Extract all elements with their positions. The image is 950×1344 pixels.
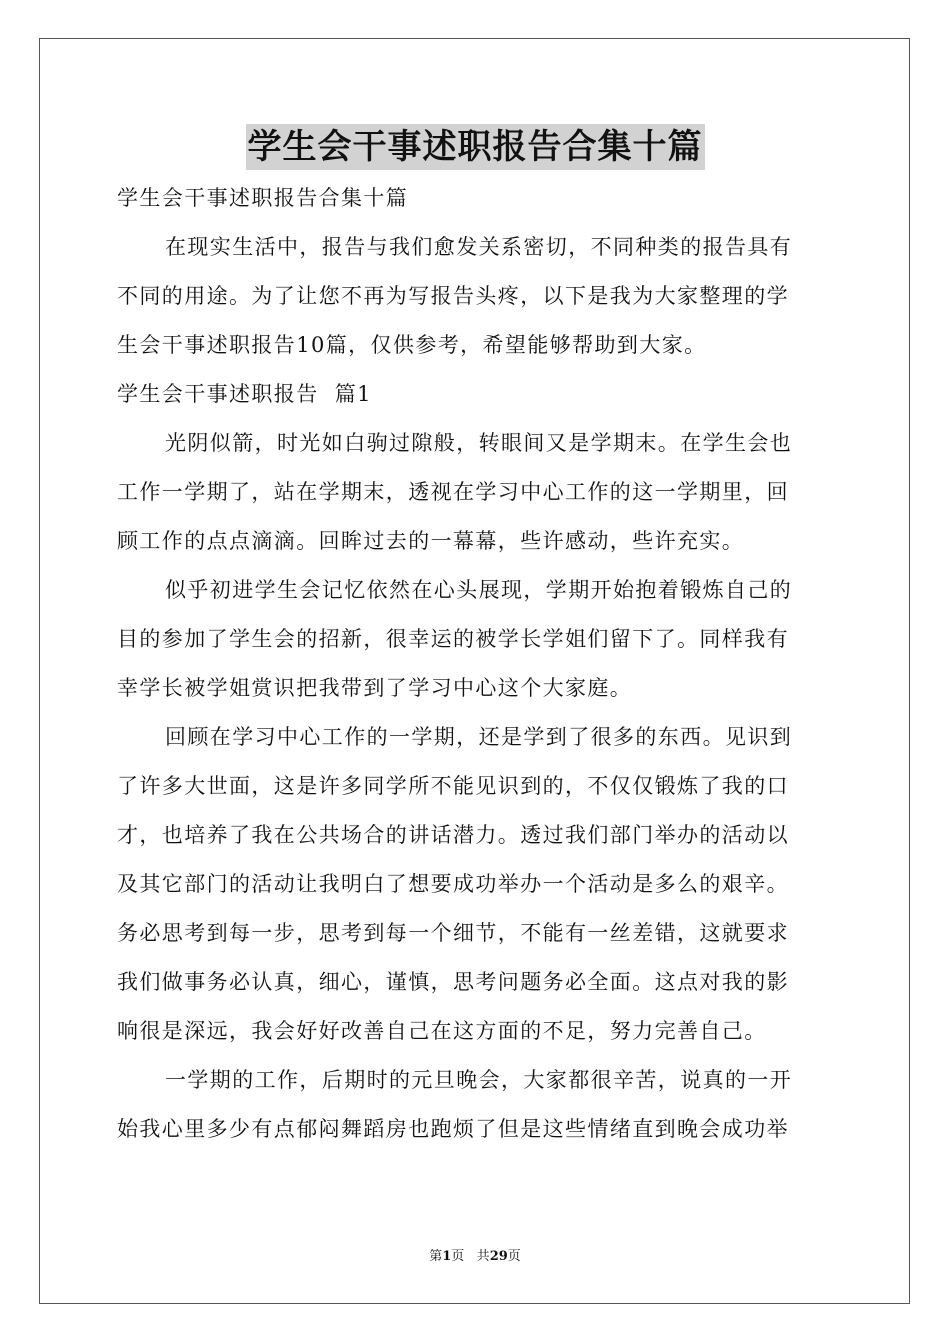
page-suffix: 页 [451,1249,465,1264]
body-line: 光阴似箭，时光如白驹过隙般，转眼间又是学期末。在学生会也 [165,431,793,455]
document-title [0,124,950,170]
body-line: 生会干事述职报告10篇，仅供参考，希望能够帮助到大家。 [117,333,707,357]
body-line: 才，也培养了我在公共场合的讲话潜力。透过我们部门举办的活动以 [117,823,789,847]
body-line: 始我心里多少有点郁闷舞蹈房也跑烦了但是这些情绪直到晚会成功举 [117,1117,789,1141]
body-line: 学生会干事述职报告合集十篇 [117,186,409,210]
body-line: 似乎初进学生会记忆依然在心头展现，学期开始抱着锻炼自己的 [165,578,793,602]
document-body [117,174,833,1154]
total-suffix: 页 [507,1249,521,1264]
page-number: 1 [442,1249,452,1264]
body-line: 在现实生活中，报告与我们愈发关系密切，不同种类的报告具有 [165,235,793,259]
body-line: 不同的用途。为了让您不再为写报告头疼，以下是我为大家整理的学 [117,284,789,308]
body-line: 工作一学期了，站在学期末，透视在学习中心工作的这一学期里，回 [117,480,789,504]
body-line: 响很是深远，我会好好改善自己在这方面的不足，努力完善自己。 [117,1019,767,1043]
body-line: 一学期的工作，后期时的元旦晚会，大家都很辛苦，说真的一开 [165,1068,793,1092]
document-title-text: 学生会干事述职报告合集十篇 [246,124,705,170]
body-line: 回顾在学习中心工作的一学期，还是学到了很多的东西。见识到 [165,725,793,749]
body-line: 了许多大世面，这是许多同学所不能见识到的，不仅仅锻炼了我的口 [117,774,789,798]
body-line: 目的参加了学生会的招新，很幸运的被学长学姐们留下了。同样我有 [117,627,789,651]
page-prefix: 第 [429,1249,443,1264]
body-line: 顾工作的点点滴滴。回眸过去的一幕幕，些许感动，些许充实。 [117,529,745,553]
body-line: 我们做事务必认真，细心，谨慎，思考问题务必全面。这点对我的影 [117,970,789,994]
total-prefix: 共 [476,1249,490,1264]
section-heading: 学生会干事述职报告 篇1 [117,382,372,406]
body-line: 及其它部门的活动让我明白了想要成功举办一个活动是多么的艰辛。 [117,872,789,896]
total-pages: 29 [489,1249,508,1264]
body-line: 幸学长被学姐赏识把我带到了学习中心这个大家庭。 [117,676,633,700]
page-footer [0,1245,950,1264]
body-line: 务必思考到每一步，思考到每一个细节，不能有一丝差错，这就要求 [117,921,789,945]
